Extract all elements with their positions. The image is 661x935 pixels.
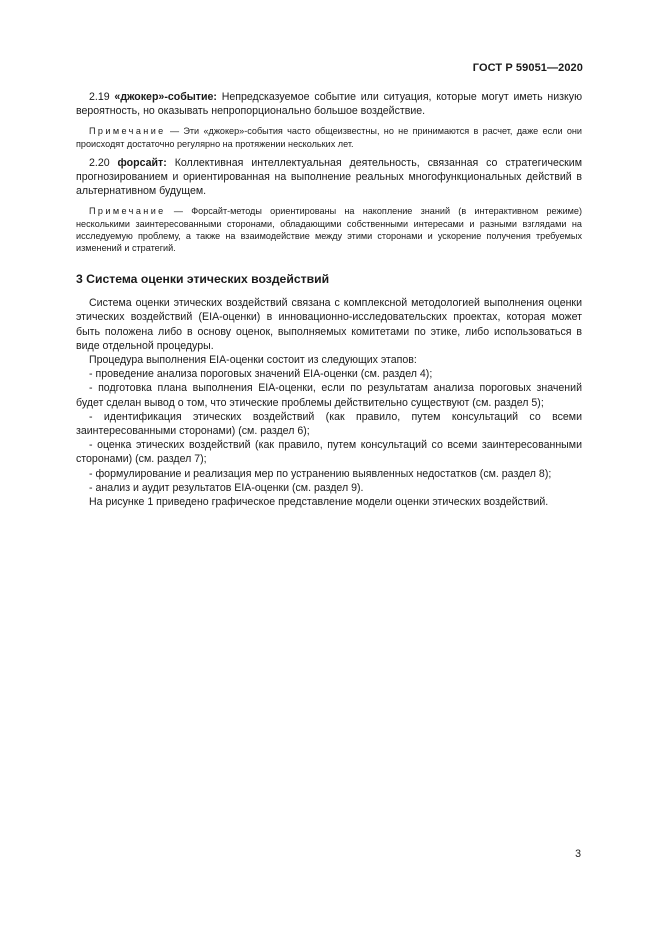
entry-2-20-note xyxy=(76,205,582,254)
list-item: - идентификация этических воздействий (как правило, путем консультаций со всеми заинтересованными сторонами) (см. раздел 6); xyxy=(76,410,582,438)
list-item: - формулирование и реализация мер по устранению выявленных недостатков (см. раздел 8); xyxy=(89,467,552,480)
section-title: 3 Система оценки этических воздействий xyxy=(76,272,330,287)
entry-2-20 xyxy=(76,156,582,199)
list-item: - анализ и аудит результатов EIA-оценки (см. раздел 9). xyxy=(89,481,364,494)
note-label: Примечание xyxy=(89,206,166,217)
page-body xyxy=(76,90,582,509)
list-intro: Процедура выполнения EIA-оценки состоит из следующих этапов: xyxy=(89,354,417,367)
entry-term: форсайт: xyxy=(117,156,167,169)
entry-definition: Непредсказуемое событие или ситуация, которые могут иметь низкую вероятность, но оказывать непропорционально большое воздействие. xyxy=(76,91,583,118)
entry-term: «джокер»-событие: xyxy=(114,91,217,103)
document-code: ГОСТ Р 59051—2020 xyxy=(472,62,583,74)
entry-definition: Коллективная интеллектуальная деятельность, связанная со стратегическим прогнозированием и ориентированная на выполнение реальных многофункциональных действий в альтернативном будущем. xyxy=(76,156,583,198)
page-number: 3 xyxy=(575,848,581,860)
note-label: Примечание xyxy=(89,126,166,137)
entry-2-19-note xyxy=(76,125,582,149)
closing-paragraph: На рисунке 1 приведено графическое представление модели оценки этических воздействий. xyxy=(89,496,549,509)
entry-number: 2.20 xyxy=(89,156,118,169)
section-intro: Система оценки этических воздействий связана с комплексной методологией выполнения оценки этических воздействий (EIA-оценки) в инновационно-исследовательских проектах, которая может быть положена либо в основу оценок, выполняемых комитетами по этике, либо использоваться в виде отдельной процедуры. xyxy=(76,297,582,352)
list-item: - оценка этических воздействий (как правило, путем консультаций со всеми заинтересованными сторонами) (см. раздел 7); xyxy=(76,439,582,466)
note-text: — Форсайт-методы ориентированы на накопление знаний (в интерактивном режиме) несколькими заинтересованными сторонами, обладающими собственными интересами и разными взглядами на исследуемую проблему, а также на взаимодействие между этими сторонами и ускорение получения требуемых изменений и стратегий. xyxy=(76,206,582,254)
entry-2-19 xyxy=(76,90,582,118)
entry-number: 2.19 xyxy=(89,91,115,103)
list-item: - проведение анализа пороговых значений EIA-оценки (см. раздел 4); xyxy=(89,368,433,381)
note-text: — Эти «джокер»-события часто общеизвестны, но не принимаются в расчет, даже если они происходят достаточно регулярно на протяжении нескольких лет. xyxy=(76,126,582,149)
list-item: - подготовка плана выполнения EIA-оценки, если по результатам анализа пороговых значений будет сделан вывод о том, что этические проблемы действительно существуют (см. раздел 5); xyxy=(76,382,582,409)
